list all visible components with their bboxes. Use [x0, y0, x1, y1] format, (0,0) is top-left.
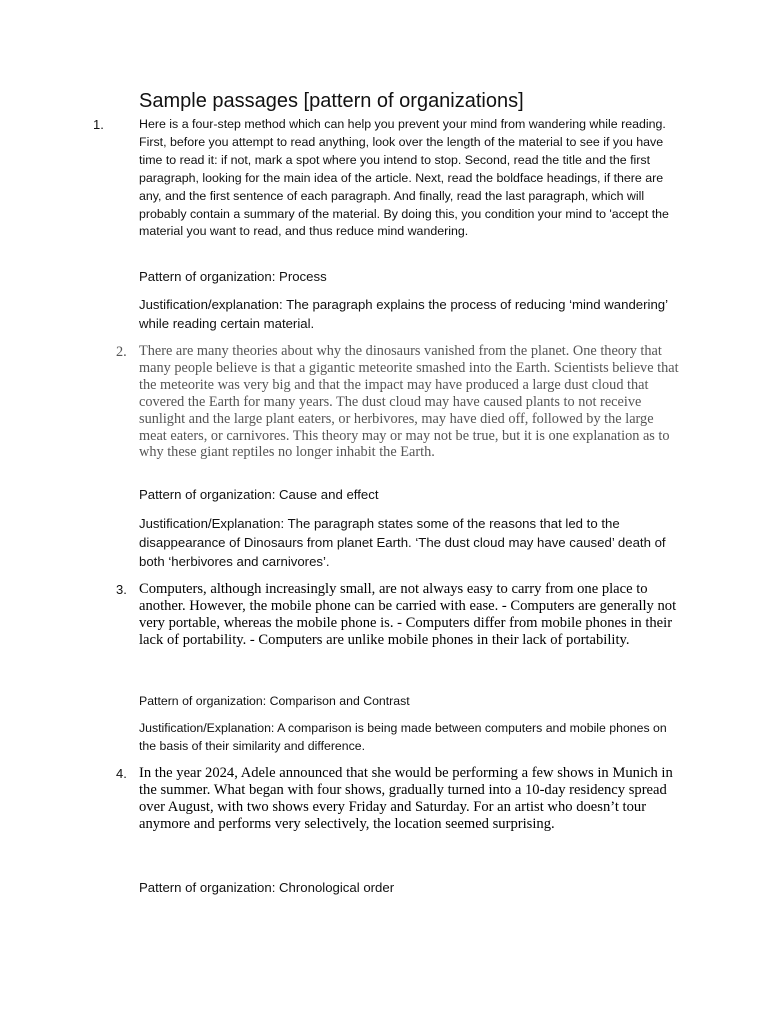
- passage-number: 1.: [93, 117, 104, 132]
- pattern-label: Pattern of organization: Process: [139, 269, 327, 284]
- passage-text: Here is a four-step method which can help you prevent your mind from wandering while reading. First, before you attempt to read anything, look over the length of the material to see if you have time to read it: if not, mark a spot where you intend to stop. Second, read the title and the first paragraph, looking for the main idea of the article. Next, read the boldface headings, if there are any, and the first sentence of each paragraph. And finally, read the last paragraph, which will probably contain a summary of the material. By doing this, you condition your mind to 'accept the material you want to read, and thus reduce mind wandering.: [139, 117, 669, 239]
- pattern-label: Pattern of organization: Chronological order: [139, 880, 395, 895]
- passage-text: There are many theories about why the dinosaurs vanished from the planet. One theory that many people believe is that a gigantic meteorite smashed into the Earth. Scientists believe that the meteorite was very big and that the impact may have produced a large dust cloud that covered the Earth for many years. The dust cloud may have caused plants to not receive sunlight and the large plant eaters, or herbivores, may have died off, followed by the large meat eaters, or carnivores. This theory may or may not be true, but it is one explanation as to why these giant reptiles no longer inhabit the Earth.: [139, 343, 679, 461]
- justification-text: Justification/explanation: The paragraph explains the process of reducing ‘mind wandering’ while reading certain material.: [139, 297, 668, 331]
- pattern-label: Pattern of organization: Cause and effect: [139, 487, 379, 502]
- passage-number: 4.: [116, 766, 127, 781]
- passage-number: 2.: [116, 344, 127, 360]
- justification-text: Justification/Explanation: A comparison is being made between computers and mobile phones on the basis of their similarity and difference.: [139, 721, 667, 753]
- document-title: Sample passages [pattern of organizations]: [139, 90, 524, 112]
- passage-text: Computers, although increasingly small, are not always easy to carry from one place to another. However, the mobile phone can be carried with ease. - Computers are generally not very portable, whereas the mobile phone is. - Computers differ from mobile phones in their lack of portability. - Computers are unlike mobile phones in their lack of portability.: [139, 581, 677, 648]
- passage-number: 3.: [116, 582, 127, 597]
- justification-text: Justification/Explanation: The paragraph states some of the reasons that led to the disappearance of Dinosaurs from planet Earth. ‘The dust cloud may have caused’ death of both ‘herbivores and carnivores’.: [139, 516, 666, 569]
- pattern-label: Pattern of organization: Comparison and Contrast: [139, 694, 410, 708]
- passage-text: In the year 2024, Adele announced that she would be performing a few shows in Munich in the summer. What began with four shows, gradually turned into a 10-day residency spread over August, with two shows every Friday and Saturday. For an artist who doesn’t tour anymore and performs very selectively, the location seemed surprising.: [139, 765, 673, 832]
